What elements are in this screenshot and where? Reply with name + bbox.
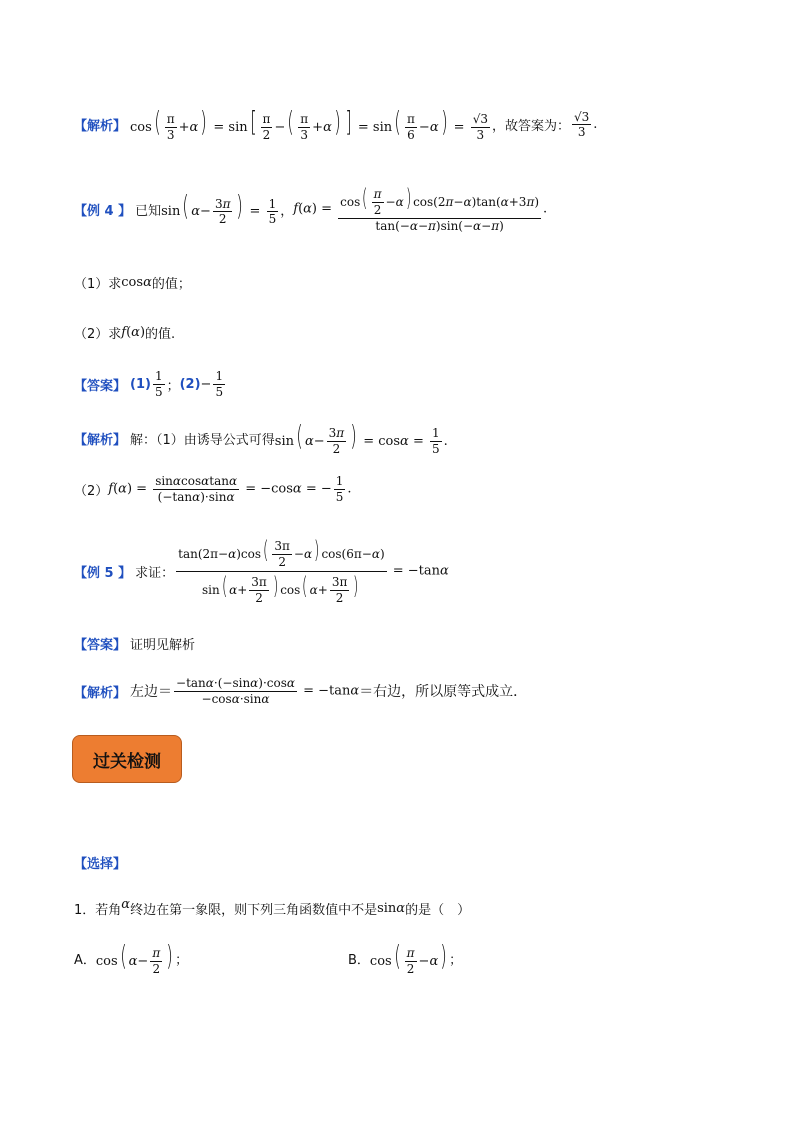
analysis-4-formula-1: sin( α− $\frac{3\pi}{2}$ ) = cosα = $\frac{1}{5}$ . xyxy=(274,419,448,456)
option-a-formula: cos( α− $\frac{\pi}{2}$ ) xyxy=(95,939,173,976)
analysis-tag: 【解析】 xyxy=(74,433,127,449)
answer-4-part1: (1) xyxy=(130,376,151,392)
part-2-formula: f(α) xyxy=(121,325,146,340)
example-4-line xyxy=(74,186,547,232)
example-5-tag: 【例 5 】 xyxy=(74,565,132,581)
answer-4-line: 【答案】 (1) $\frac{1}{5}$ ； (2) − $\frac{1}{5}$ xyxy=(74,369,224,399)
example-4-condition: sin( α− $\frac{3\pi}{2}$ ) = $\frac{1}{5}$ xyxy=(161,189,277,227)
analysis-1-answer: $\frac{√3}{3}$ xyxy=(574,109,590,140)
example-5-line xyxy=(74,538,449,604)
part-1-prefix: （1）求 xyxy=(74,277,122,292)
part-2-prefix: （2）求 xyxy=(74,327,122,342)
answer-4-part2: (2) xyxy=(179,376,201,392)
analysis-5-right: ＝右边，所以原等式成立． xyxy=(359,684,528,701)
analysis-tag: 【解析】 xyxy=(74,685,127,701)
example-4-tag: 【例 4 】 xyxy=(74,203,132,219)
analysis-4-line-2 xyxy=(74,475,352,503)
section-checkpoint-button[interactable]: 过关检测 xyxy=(72,735,182,783)
part-1-suffix: 的值； xyxy=(151,277,191,292)
example-5-prove: 求证： xyxy=(135,565,175,581)
question-1-stem-a: 1．若角 xyxy=(74,903,122,918)
analysis-4-formula-2: f(α) = $\frac{\sin\alpha\cos\alpha\tan\alpha}{(-\tan\alpha)\cdot\sin\alpha}$ = −cosα = − $\frac{1}{5}$ . xyxy=(108,474,352,504)
question-1-sin-alpha: sinα xyxy=(377,901,406,916)
analysis-1-suffix: ，故答案为： xyxy=(492,119,571,135)
example-4-function: f(α) = cos( $\frac{\pi}{2}$ −α) cos(2π−α)tan(α+3π) tan(−α−π)sin(−α−π) . xyxy=(293,184,548,233)
analysis-4-lead: 解：（1）由诱导公式可得 xyxy=(130,433,275,449)
answer-5-text: 证明见解析 xyxy=(130,638,196,653)
question-1-option-a[interactable] xyxy=(74,939,189,976)
example-4-known: 已知 xyxy=(135,203,162,219)
analysis-5-line xyxy=(74,677,527,705)
analysis-5-left: 左边＝ xyxy=(130,684,173,701)
analysis-1-formula: cos( $\frac{\pi}{3}$ +α) = sin[ $\frac{\pi}{2}$ −( $\frac{\pi}{3}$ +α) ] = sin( $\frac{\pi}{6}$ −α) = $\frac{√3}{3}$ xyxy=(130,105,488,142)
analysis-4-line-1 xyxy=(74,419,448,456)
answer-4-value2: $\frac{1}{5}$ xyxy=(215,369,224,399)
part-1-formula: cosα xyxy=(121,275,152,290)
example-5-identity: tan(2π−α)cos( $\frac{3\pi}{2}$ −α) cos(6π−α) sin( α+ $\frac{3\pi}{2}$ ) cos( α+ $\frac{3\pi}{2}$ ) = −tanα xyxy=(178,536,449,605)
analysis-4-part2: （2） xyxy=(74,483,109,499)
option-a-semi: ； xyxy=(175,953,189,969)
analysis-tag: 【解析】 xyxy=(74,119,127,135)
question-1-stem xyxy=(74,899,470,918)
question-1-stem-c: 的是（ ） xyxy=(405,903,471,918)
answer-4-value1: $\frac{1}{5}$ xyxy=(154,369,163,399)
question-1-stem-b: 终边在第一象限，则下列三角函数值中不是 xyxy=(130,903,378,918)
question-1-alpha: α xyxy=(121,897,131,912)
analysis-5-formula: $\frac{-\tan\alpha\cdot(-\sin\alpha)\cdot\cos\alpha}{-\cos\alpha\cdot\sin\alpha}$ = −tanα xyxy=(176,676,360,706)
choice-tag: 【选择】 xyxy=(74,857,127,872)
option-a-label: A． xyxy=(74,953,96,969)
option-b-semi: ； xyxy=(449,953,463,969)
answer-tag: 【答案】 xyxy=(74,378,127,394)
question-1-option-b[interactable] xyxy=(348,939,463,976)
part-2-suffix: 的值. xyxy=(145,327,176,342)
part-2-line xyxy=(74,323,175,342)
option-b-label: B． xyxy=(348,953,370,969)
option-b-formula: cos( $\frac{\pi}{2}$ −α) xyxy=(369,939,447,976)
part-1-line xyxy=(74,273,191,292)
analysis-1-line: 【解析】 cos( $\frac{\pi}{3}$ +α) = sin[ $\frac{\pi}{2}$ −( $\frac{\pi}{3}$ +α) ] = sin( $\frac{\pi}{6}$ −α) = $\frac{√3}{3}$ ，故答案为： $\frac{√3}{3}$ . xyxy=(74,105,598,142)
answer-tag: 【答案】 xyxy=(74,638,127,653)
answer-5-line xyxy=(74,634,195,653)
choice-heading-line xyxy=(74,853,130,872)
answer-4-sep: ； xyxy=(166,378,180,394)
example-4-comma: ， xyxy=(280,203,294,219)
